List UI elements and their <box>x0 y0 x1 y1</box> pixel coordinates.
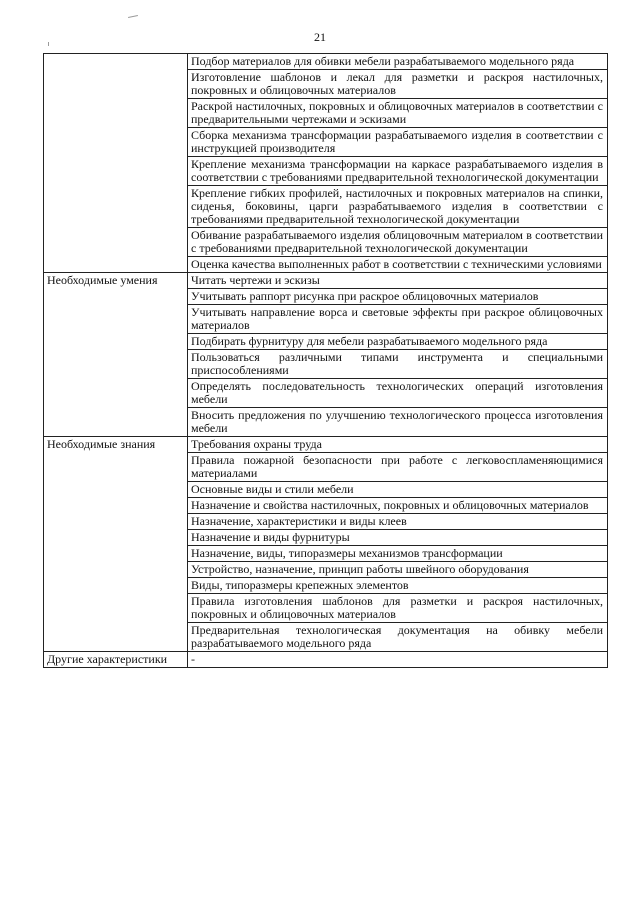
section-item: Учитывать направление ворса и световые эффекты при раскрое облицовочных материалов <box>188 305 608 334</box>
section-item: Основные виды и стили мебели <box>188 482 608 498</box>
section-item: Назначение, характеристики и виды клеев <box>188 514 608 530</box>
section-item: Виды, типоразмеры крепежных элементов <box>188 578 608 594</box>
section-item: Оценка качества выполненных работ в соответствии с техническими условиями <box>188 257 608 273</box>
section-item: Крепление механизма трансформации на каркасе разрабатываемого изделия в соответствии с требованиями предварительной технологической документации <box>188 157 608 186</box>
section-label <box>44 54 188 273</box>
section-item: - <box>188 652 608 668</box>
requirements-table <box>43 53 608 668</box>
section-item: Подбирать фурнитуру для мебели разрабатываемого модельного ряда <box>188 334 608 350</box>
section-label: Необходимые умения <box>44 273 188 437</box>
section-item: Предварительная технологическая документация на обивку мебели разрабатываемого модельного ряда <box>188 623 608 652</box>
section-item: Обивание разрабатываемого изделия облицовочным материалом в соответствии с требованиями предварительной технологической документации <box>188 228 608 257</box>
section-label: Другие характеристики <box>44 652 188 668</box>
section-item: Назначение и свойства настилочных, покровных и облицовочных материалов <box>188 498 608 514</box>
section-item: Назначение, виды, типоразмеры механизмов трансформации <box>188 546 608 562</box>
page-number: 21 <box>314 30 326 44</box>
section-item: Требования охраны труда <box>188 437 608 453</box>
table-row <box>44 273 608 289</box>
table-row <box>44 54 608 70</box>
section-item: Изготовление шаблонов и лекал для разметки и раскроя настилочных, покровных и облицовочных материалов <box>188 70 608 99</box>
section-item: Сборка механизма трансформации разрабатываемого изделия в соответствии с инструкцией производителя <box>188 128 608 157</box>
section-item: Читать чертежи и эскизы <box>188 273 608 289</box>
section-item: Правила пожарной безопасности при работе с легковоспламеняющимися материалами <box>188 453 608 482</box>
section-item: Устройство, назначение, принцип работы швейного оборудования <box>188 562 608 578</box>
section-item: Учитывать раппорт рисунка при раскрое облицовочных материалов <box>188 289 608 305</box>
table-row <box>44 437 608 453</box>
scan-mark <box>128 15 138 18</box>
section-item: Правила изготовления шаблонов для разметки и раскроя настилочных, покровных и облицовочных материалов <box>188 594 608 623</box>
table-row <box>44 652 608 668</box>
section-item: Раскрой настилочных, покровных и облицовочных материалов в соответствии с предварительными чертежами и эскизами <box>188 99 608 128</box>
section-label: Необходимые знания <box>44 437 188 652</box>
requirements-table-body <box>44 54 608 668</box>
section-item: Пользоваться различными типами инструмента и специальными приспособлениями <box>188 350 608 379</box>
scan-mark <box>48 42 49 46</box>
section-item: Определять последовательность технологических операций изготовления мебели <box>188 379 608 408</box>
section-item: Подбор материалов для обивки мебели разрабатываемого модельного ряда <box>188 54 608 70</box>
section-item: Крепление гибких профилей, настилочных и покровных материалов на спинки, сиденья, боковины, царги разрабатываемого изделия в соответствии с требованиями предварительной технологической документации <box>188 186 608 228</box>
section-item: Назначение и виды фурнитуры <box>188 530 608 546</box>
section-item: Вносить предложения по улучшению технологического процесса изготовления мебели <box>188 408 608 437</box>
